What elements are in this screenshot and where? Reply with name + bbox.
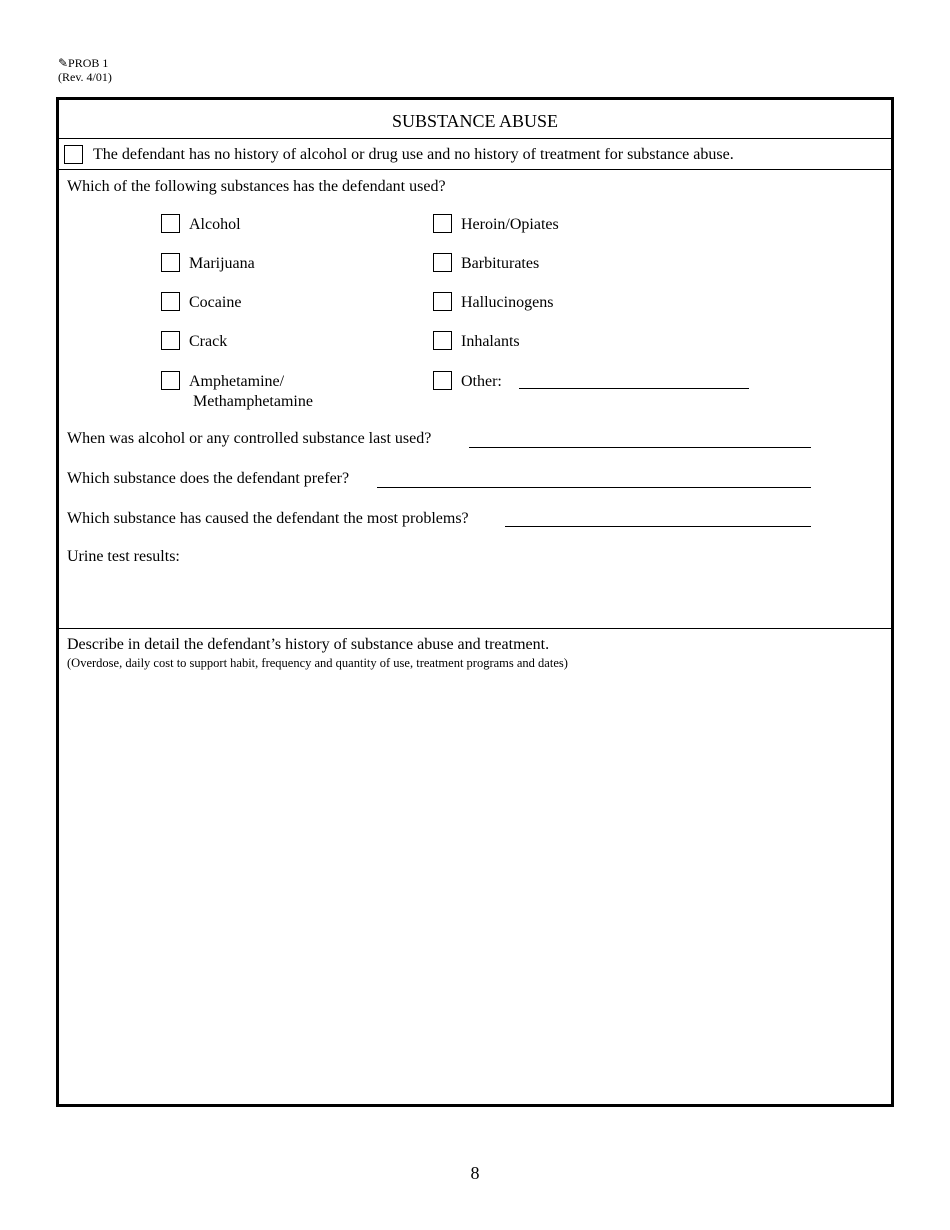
- no-history-checkbox[interactable]: [64, 145, 83, 164]
- section-divider: [59, 628, 891, 629]
- history-subtitle: (Overdose, daily cost to support habit, frequency and quantity of use, treatment programs and dates): [67, 656, 568, 670]
- other-input-line[interactable]: [519, 388, 749, 389]
- marijuana-label: Marijuana: [189, 255, 255, 272]
- barbiturates-label: Barbiturates: [461, 255, 540, 272]
- section-title: SUBSTANCE ABUSE: [59, 100, 891, 139]
- hallucinogens-label: Hallucinogens: [461, 294, 554, 311]
- prefer-question: Which substance does the defendant prefer?: [67, 470, 350, 487]
- other-label: Other:: [461, 373, 502, 390]
- heroin-label: Heroin/Opiates: [461, 216, 559, 233]
- form-id: [58, 56, 112, 84]
- amphetamine-label: Amphetamine/: [189, 373, 285, 390]
- alcohol-checkbox[interactable]: [161, 214, 180, 233]
- last-used-question: When was alcohol or any controlled substance last used?: [67, 430, 432, 447]
- methamphetamine-label: Methamphetamine: [193, 393, 313, 410]
- other-checkbox[interactable]: [433, 371, 452, 390]
- cocaine-checkbox[interactable]: [161, 292, 180, 311]
- heroin-checkbox[interactable]: [433, 214, 452, 233]
- no-history-row: [59, 139, 891, 170]
- no-history-label: The defendant has no history of alcohol or drug use and no history of treatment for substance abuse.: [93, 146, 734, 163]
- crack-label: Crack: [189, 333, 228, 350]
- alcohol-label: Alcohol: [189, 216, 241, 233]
- page-number: 8: [470, 1163, 480, 1183]
- form-code: ✎PROB 1: [58, 56, 109, 70]
- substance-abuse-form: [56, 97, 894, 1107]
- marijuana-checkbox[interactable]: [161, 253, 180, 272]
- prefer-line[interactable]: [377, 487, 811, 488]
- amphetamine-checkbox[interactable]: [161, 371, 180, 390]
- hallucinogens-checkbox[interactable]: [433, 292, 452, 311]
- history-title: Describe in detail the defendant’s history of substance abuse and treatment.: [67, 636, 550, 653]
- last-used-line[interactable]: [469, 447, 811, 448]
- form-revision: (Rev. 4/01): [58, 70, 112, 84]
- substances-question: Which of the following substances has the defendant used?: [67, 178, 446, 195]
- most-problems-line[interactable]: [505, 526, 811, 527]
- most-problems-question: Which substance has caused the defendant the most problems?: [67, 510, 469, 527]
- crack-checkbox[interactable]: [161, 331, 180, 350]
- urine-test-label: Urine test results:: [67, 548, 180, 565]
- history-text-area[interactable]: [63, 680, 883, 1092]
- inhalants-label: Inhalants: [461, 333, 520, 350]
- cocaine-label: Cocaine: [189, 294, 242, 311]
- inhalants-checkbox[interactable]: [433, 331, 452, 350]
- barbiturates-checkbox[interactable]: [433, 253, 452, 272]
